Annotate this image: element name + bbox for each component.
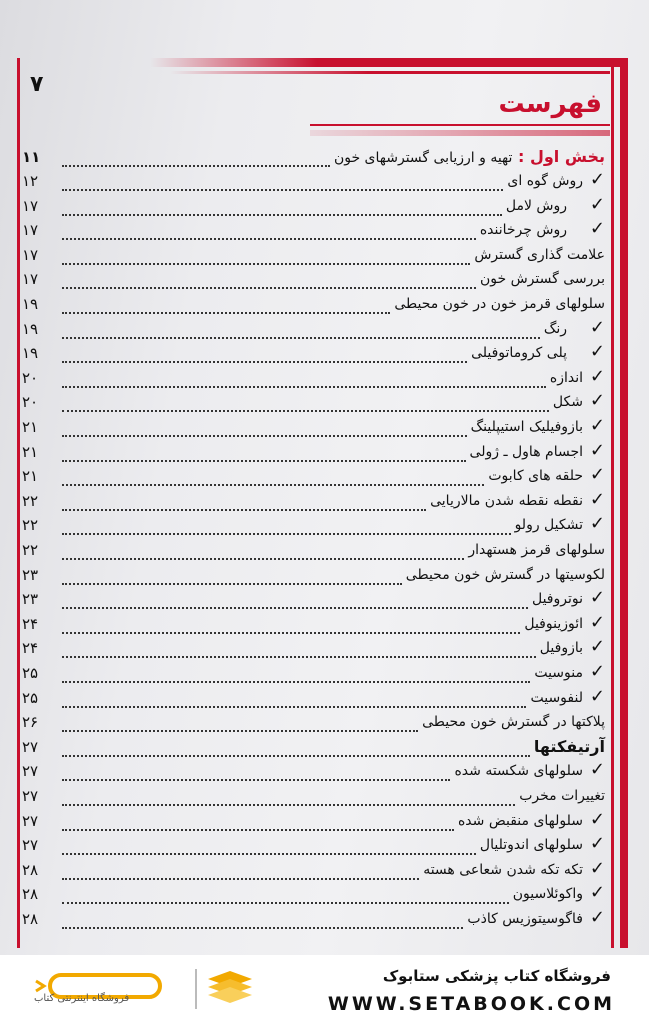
toc-entry-label: تغییرات مخرب xyxy=(519,788,605,804)
leader-dots xyxy=(62,680,530,683)
checkmark-icon: ✓ xyxy=(589,636,605,658)
leader-dots xyxy=(62,311,390,314)
checkmark-icon: ✓ xyxy=(589,316,605,338)
toc-entry-label: لکوسیتها در گسترش خون محیطی xyxy=(405,566,605,583)
checkmark-icon: ✓ xyxy=(589,439,605,461)
toc-entry-label: سلولهای شکسته شده xyxy=(454,763,583,780)
checkmark-icon: ✓ xyxy=(589,415,605,436)
toc-entry-page: ۲۶ xyxy=(22,713,39,732)
toc-entry-page: ۲۵ xyxy=(22,664,39,682)
toc-entry xyxy=(22,637,605,661)
toc-entry-label: علامت گذاری گسترش xyxy=(474,246,605,263)
toc-entry-label: نقطه نقطه شدن مالاریایی xyxy=(430,492,583,509)
toc-entry-page: ۲۸ xyxy=(22,860,39,879)
toc-entry-page: ۲۷ xyxy=(22,811,39,830)
section-title: تهیه و ارزیابی گسترشهای خون xyxy=(333,150,513,166)
toc-entry xyxy=(22,416,605,440)
leader-dots xyxy=(62,631,520,634)
toc-entry xyxy=(22,736,605,760)
toc-entry-page: ۲۵ xyxy=(22,688,39,707)
leader-dots xyxy=(62,729,418,732)
toc-entry xyxy=(22,760,605,784)
leader-dots xyxy=(62,655,536,658)
checkmark-icon: ✓ xyxy=(589,808,605,830)
toc-entry xyxy=(22,883,605,907)
toc-entry xyxy=(22,859,605,883)
toc-entry xyxy=(22,268,605,292)
toc-entry xyxy=(22,588,605,612)
leader-dots xyxy=(62,705,526,708)
toc-entry-label: روش چرخاننده xyxy=(479,222,567,239)
toc-entry xyxy=(22,195,605,219)
leader-dots xyxy=(62,459,466,462)
toc-entry xyxy=(22,810,605,834)
toc-entry-page: ۲۱ xyxy=(22,442,39,461)
page-title: فهرست xyxy=(498,89,602,119)
toc-entry xyxy=(22,293,605,317)
toc-entry-page: ۲۲ xyxy=(22,516,39,535)
section-row xyxy=(22,146,605,170)
toc-entry-label: اجسام هاول ـ ژولی xyxy=(469,443,583,460)
leader-dots xyxy=(62,385,546,388)
toc-entry xyxy=(22,441,605,465)
setabook-logo xyxy=(30,965,260,1017)
toc-entry-page: ۲۰ xyxy=(22,368,39,387)
checkmark-icon: ✓ xyxy=(589,464,605,486)
toc-entry xyxy=(22,490,605,514)
toc-entry-label: ائوزینوفیل xyxy=(524,615,583,632)
toc-entry-label: پلاکتها در گسترش خون محیطی xyxy=(422,714,605,731)
leader-dots xyxy=(62,754,530,757)
checkmark-icon: ✓ xyxy=(589,882,605,904)
toc-entry-page: ۱۹ xyxy=(22,319,39,338)
toc-entry-label: نوتروفیل xyxy=(531,591,583,608)
toc-entry-page: ۲۷ xyxy=(22,836,39,855)
toc-entry xyxy=(22,170,605,194)
leader-dots xyxy=(62,508,426,511)
checkmark-icon: ✓ xyxy=(589,611,605,633)
leader-dots xyxy=(62,164,330,167)
toc-entry xyxy=(22,662,605,686)
toc-entry xyxy=(22,465,605,489)
toc-entry xyxy=(22,244,605,268)
toc-entry-label: حلقه های کابوت xyxy=(488,468,583,485)
toc-entry-label: بازوفیل xyxy=(539,640,583,657)
toc-entry xyxy=(22,564,605,588)
toc-entry xyxy=(22,514,605,538)
section-page: ۱۱ xyxy=(22,148,41,166)
toc-entry-page: ۲۰ xyxy=(22,393,39,412)
logo-tagline: فروشگاه اینترنتی کتاب xyxy=(34,993,130,1004)
toc-entry-page: ۲۴ xyxy=(22,639,39,658)
toc-entry-label: سلولهای قرمز هستهدار xyxy=(468,542,605,558)
toc-entry-page: ۱۷ xyxy=(22,196,39,215)
right-red-inner-border xyxy=(611,62,614,948)
leader-dots xyxy=(62,778,450,781)
toc-entry-label: تشکیل رولو xyxy=(514,517,583,534)
toc-entry-page: ۱۹ xyxy=(22,295,39,313)
toc-entry-label: سلولهای قرمز خون در خون محیطی xyxy=(394,296,605,312)
toc-entry-label: بازوفیلیک استیپلینگ xyxy=(470,419,583,435)
toc-entry-page: ۲۸ xyxy=(22,910,39,928)
toc-entry-label: تکه تکه شدن شعاعی هسته xyxy=(423,861,583,878)
toc-entry-label: آرتیفکتها xyxy=(533,736,605,756)
leader-dots xyxy=(62,434,467,437)
leader-dots xyxy=(62,852,476,855)
toc-entry-label: شکل xyxy=(552,394,583,411)
leader-dots xyxy=(62,286,476,289)
leader-dots xyxy=(62,901,509,904)
toc-entry-page: ۱۷ xyxy=(22,270,39,289)
leader-dots xyxy=(62,803,515,806)
toc-entry xyxy=(22,613,605,637)
toc-entry-label: واکوئلاسیون xyxy=(512,886,583,903)
toc-entry-page: ۲۳ xyxy=(22,565,39,584)
toc-entry xyxy=(22,834,605,858)
toc-entry-label: روش گوه ای xyxy=(507,173,583,189)
leader-dots xyxy=(62,262,470,265)
toc-entry-page: ۱۹ xyxy=(22,344,39,363)
checkmark-icon: ✓ xyxy=(589,488,605,510)
checkmark-icon: ✓ xyxy=(589,193,605,215)
toc-entry-page: ۲۲ xyxy=(22,491,39,510)
right-red-border xyxy=(620,62,628,948)
checkmark-icon: ✓ xyxy=(589,587,605,609)
top-red-bar xyxy=(150,58,628,67)
toc-entry-label: پلی کروماتوفیلی xyxy=(471,345,567,362)
checkmark-icon: ✓ xyxy=(589,169,605,190)
leader-dots xyxy=(62,483,484,486)
checkmark-icon: ✓ xyxy=(589,365,605,387)
leader-dots xyxy=(62,336,540,339)
left-red-border xyxy=(17,58,20,948)
toc-entry-label: منوسیت xyxy=(534,665,583,681)
checkmark-icon: ✓ xyxy=(589,390,605,412)
shop-name: فروشگاه کتاب پزشکی ستابوک xyxy=(382,967,611,985)
toc-entry xyxy=(22,391,605,415)
checkmark-icon: ✓ xyxy=(589,661,605,682)
leader-dots xyxy=(62,360,467,363)
toc-entry xyxy=(22,687,605,711)
checkmark-icon: ✓ xyxy=(589,907,605,928)
leader-dots xyxy=(62,188,503,191)
checkmark-icon: ✓ xyxy=(589,833,605,855)
leader-dots xyxy=(62,213,502,216)
toc-entry xyxy=(22,318,605,342)
footer-banner xyxy=(0,955,649,1024)
toc-entry-page: ۲۷ xyxy=(22,762,39,781)
toc-entry-page: ۲۱ xyxy=(22,418,39,436)
leader-dots xyxy=(62,606,528,609)
top-red-line xyxy=(170,71,610,74)
toc-entry xyxy=(22,342,605,366)
toc-entry-label: بررسی گسترش خون xyxy=(479,271,605,288)
checkmark-icon: ✓ xyxy=(589,857,605,879)
leader-dots xyxy=(62,582,402,585)
checkmark-icon: ✓ xyxy=(589,685,605,707)
leader-dots xyxy=(62,557,464,560)
title-underline-shade xyxy=(310,130,610,136)
leader-dots xyxy=(62,877,419,880)
toc-entry xyxy=(22,908,605,932)
toc-entry-page: ۲۸ xyxy=(22,885,39,904)
toc-entry-page: ۱۷ xyxy=(22,245,39,264)
toc-entry-page: ۲۳ xyxy=(22,590,39,609)
toc-entry-label: روش لامل xyxy=(505,197,567,214)
toc-entry xyxy=(22,785,605,809)
toc-entry xyxy=(22,219,605,243)
section-prefix: بخش اول : xyxy=(517,147,605,166)
leader-dots xyxy=(62,926,463,929)
toc-entry xyxy=(22,367,605,391)
leader-dots xyxy=(62,409,549,412)
leader-dots xyxy=(62,237,476,240)
heading-box xyxy=(310,84,610,144)
website-url: WWW.SETABOOK.COM xyxy=(327,993,615,1015)
checkmark-icon: ✓ xyxy=(589,218,605,240)
toc-entry xyxy=(22,711,605,735)
toc-entry-page: ۲۱ xyxy=(22,467,39,486)
toc-entry-label: اندازه xyxy=(549,369,583,386)
toc-entry-page: ۱۷ xyxy=(22,221,39,240)
toc-entry-label: لنفوسیت xyxy=(530,689,583,706)
toc-entry-page: ۲۷ xyxy=(22,787,39,805)
toc-entry-label: فاگوسیتوزیس کاذب xyxy=(467,911,583,927)
toc-entry-page: ۱۲ xyxy=(22,172,39,190)
toc-entry-page: ۲۴ xyxy=(22,614,39,633)
toc-entry-label: رنگ xyxy=(543,320,567,337)
checkmark-icon: ✓ xyxy=(589,759,605,781)
page-number: ۷ xyxy=(30,72,44,97)
toc-entry xyxy=(22,539,605,563)
title-underline xyxy=(310,124,610,126)
toc-entry-page: ۲۷ xyxy=(22,737,39,756)
toc-entry-label: سلولهای اندوتلیال xyxy=(479,837,583,854)
toc-entry-label: سلولهای منقبض شده xyxy=(457,812,583,829)
checkmark-icon: ✓ xyxy=(589,513,605,535)
checkmark-icon: ✓ xyxy=(589,341,605,363)
toc-entry-page: ۲۲ xyxy=(22,541,39,559)
leader-dots xyxy=(62,828,454,831)
leader-dots xyxy=(62,532,511,535)
